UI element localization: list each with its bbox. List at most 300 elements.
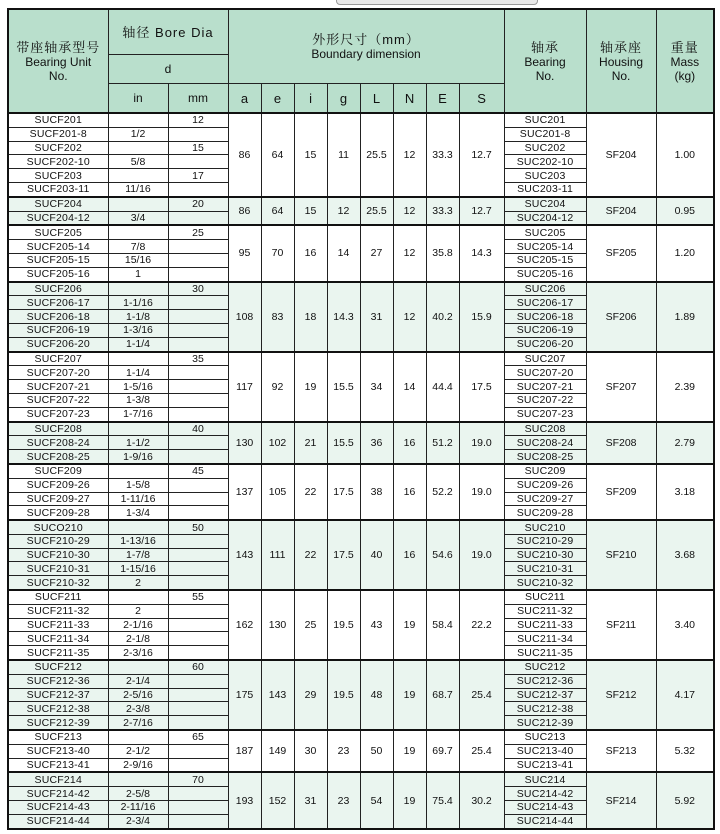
housing-no-cell: SF212 [586,660,656,730]
bore-dia-in-cell: 2-3/8 [108,702,168,716]
bore-dia-mm-cell: 15 [168,141,228,155]
bearing-no-cell: SUC211-32 [504,604,586,618]
bore-dia-mm-cell: 60 [168,660,228,674]
dim-S-cell: 19.0 [459,422,504,464]
bore-dia-mm-cell [168,380,228,394]
dim-a-cell: 86 [228,113,261,197]
bore-dia-mm-cell [168,548,228,562]
bore-dia-mm-cell [168,267,228,281]
header-dim-i: i [294,84,327,114]
bearing-unit-no-cell: SUCF208 [8,422,108,436]
bearing-no-cell: SUC212-38 [504,702,586,716]
bearing-unit-no-cell: SUCF214 [8,772,108,786]
bearing-unit-no-cell: SUCF213-40 [8,744,108,758]
bore-dia-in-cell [108,225,168,239]
bearing-no-cell: SUC206-18 [504,310,586,324]
bore-dia-in-cell: 2-1/2 [108,744,168,758]
bearing-unit-no-cell: SUCF207-20 [8,366,108,380]
bore-dia-mm-cell [168,506,228,520]
dim-E-cell: 68.7 [426,660,459,730]
dim-g-cell: 15.5 [327,352,360,422]
bearing-no-cell: SUC204-12 [504,211,586,225]
housing-no-cell: SF207 [586,352,656,422]
bearing-unit-no-cell: SUCF205-15 [8,253,108,267]
bearing-unit-no-cell: SUCF201 [8,113,108,127]
bearing-no-cell: SUC212-37 [504,688,586,702]
header-mass-zh: 重量 [670,39,699,55]
bearing-no-cell: SUC203-11 [504,182,586,196]
bore-dia-mm-cell [168,436,228,450]
dim-i-cell: 16 [294,225,327,281]
bearing-no-cell: SUC211-35 [504,646,586,660]
header-housing-en1: Housing [599,54,644,69]
bearing-no-cell: SUC214-42 [504,787,586,801]
table-row [8,590,714,604]
dim-e-cell: 92 [261,352,294,422]
mass-cell: 0.95 [656,197,714,226]
bore-dia-in-cell: 7/8 [108,240,168,254]
dim-a-cell: 130 [228,422,261,464]
bore-dia-mm-cell [168,632,228,646]
housing-no-cell: SF204 [586,113,656,197]
dim-N-cell: 16 [393,520,426,590]
bearing-unit-no-cell: SUCF212-38 [8,702,108,716]
header-dim-S: S [459,84,504,114]
bearing-no-cell: SUC212-36 [504,674,586,688]
bearing-unit-no-cell: SUCF208-25 [8,450,108,464]
bore-dia-mm-cell: 50 [168,520,228,534]
bore-dia-in-cell: 2 [108,576,168,590]
bore-dia-in-cell [108,169,168,183]
table-row [8,660,714,674]
dim-i-cell: 22 [294,464,327,520]
bore-dia-in-cell: 1-1/4 [108,337,168,351]
dim-e-cell: 149 [261,730,294,772]
dim-e-cell: 70 [261,225,294,281]
bearing-no-cell: SUC202 [504,141,586,155]
dim-N-cell: 12 [393,113,426,197]
header-d: d [108,55,228,84]
bore-dia-mm-cell: 25 [168,225,228,239]
dim-g-cell: 14 [327,225,360,281]
bore-dia-in-cell: 1 [108,267,168,281]
bearing-unit-no-cell: SUCF202-10 [8,155,108,169]
dim-N-cell: 16 [393,464,426,520]
header-dim-e: e [261,84,294,114]
bearing-no-cell: SUC210 [504,520,586,534]
dim-E-cell: 69.7 [426,730,459,772]
bearing-no-cell: SUC207-21 [504,380,586,394]
bore-dia-mm-cell: 35 [168,352,228,366]
dim-E-cell: 44.4 [426,352,459,422]
housing-no-cell: SF204 [586,197,656,226]
bore-dia-mm-cell: 40 [168,422,228,436]
bore-dia-mm-cell [168,310,228,324]
bore-dia-in-cell: 2-5/16 [108,688,168,702]
dim-E-cell: 52.2 [426,464,459,520]
bore-dia-in-cell: 1-11/16 [108,492,168,506]
dim-L-cell: 27 [360,225,393,281]
bore-dia-mm-cell [168,702,228,716]
housing-no-cell: SF209 [586,464,656,520]
table-row [8,352,714,366]
bore-dia-in-cell: 2-9/16 [108,758,168,772]
bore-dia-in-cell [108,352,168,366]
bore-dia-mm-cell [168,211,228,225]
dim-S-cell: 15.9 [459,282,504,352]
dim-e-cell: 130 [261,590,294,660]
bearing-no-cell: SUC209-26 [504,478,586,492]
bearing-unit-no-cell: SUCF206 [8,282,108,296]
dim-a-cell: 175 [228,660,261,730]
bearing-unit-no-cell: SUCF206-18 [8,310,108,324]
bore-dia-mm-cell: 65 [168,730,228,744]
bearing-unit-no-cell: SUCF210-31 [8,562,108,576]
dim-e-cell: 105 [261,464,294,520]
header-bearing-unit-zh: 带座轴承型号 [16,39,101,55]
header-housing-no [586,9,656,113]
bearing-no-cell: SUC201 [504,113,586,127]
dim-g-cell: 15.5 [327,422,360,464]
bore-dia-in-cell [108,660,168,674]
table-row [8,772,714,786]
dim-E-cell: 35.8 [426,225,459,281]
bearing-no-cell: SUC207 [504,352,586,366]
mass-cell: 2.79 [656,422,714,464]
dim-L-cell: 54 [360,772,393,829]
bore-dia-mm-cell [168,253,228,267]
bore-dia-in-cell [108,141,168,155]
bore-dia-in-cell: 2-5/8 [108,787,168,801]
header-bearing-en2: No. [535,68,555,83]
mass-cell: 3.18 [656,464,714,520]
bore-dia-in-cell: 1-7/8 [108,548,168,562]
bearing-no-cell: SUC201-8 [504,127,586,141]
bore-dia-in-cell: 2-3/4 [108,814,168,829]
bore-dia-in-cell: 2-11/16 [108,801,168,815]
dim-e-cell: 64 [261,197,294,226]
dim-E-cell: 58.4 [426,590,459,660]
dim-N-cell: 12 [393,225,426,281]
bore-dia-mm-cell [168,562,228,576]
dim-L-cell: 34 [360,352,393,422]
dim-E-cell: 33.3 [426,197,459,226]
dim-N-cell: 19 [393,730,426,772]
bearing-unit-no-cell: SUCF211-32 [8,604,108,618]
bearing-unit-no-cell: SUCF209-28 [8,506,108,520]
dim-a-cell: 117 [228,352,261,422]
bore-dia-mm-cell [168,450,228,464]
dim-a-cell: 162 [228,590,261,660]
bore-dia-in-cell [108,464,168,478]
table-row [8,282,714,296]
table-row [8,520,714,534]
table-header [8,9,714,113]
dim-i-cell: 18 [294,282,327,352]
dim-g-cell: 14.3 [327,282,360,352]
bore-dia-in-cell [108,113,168,127]
dim-L-cell: 25.5 [360,197,393,226]
bore-dia-mm-cell [168,744,228,758]
bearing-no-cell: SUC214 [504,772,586,786]
bore-dia-in-cell: 1-5/16 [108,380,168,394]
bore-dia-mm-cell [168,534,228,548]
bore-dia-mm-cell: 45 [168,464,228,478]
bore-dia-in-cell: 3/4 [108,211,168,225]
bore-dia-in-cell: 1-15/16 [108,562,168,576]
bore-dia-mm-cell [168,646,228,660]
bore-dia-mm-cell [168,787,228,801]
dim-N-cell: 19 [393,590,426,660]
bore-dia-mm-cell [168,478,228,492]
dim-L-cell: 43 [360,590,393,660]
dim-i-cell: 25 [294,590,327,660]
housing-no-cell: SF205 [586,225,656,281]
bearing-no-cell: SUC206-19 [504,323,586,337]
bearing-unit-no-cell: SUCF205-16 [8,267,108,281]
bearing-unit-no-cell: SUCF210-30 [8,548,108,562]
bearing-unit-no-cell: SUCF207-21 [8,380,108,394]
bore-dia-mm-cell [168,674,228,688]
bore-dia-in-cell: 2-1/8 [108,632,168,646]
mass-cell: 2.39 [656,352,714,422]
table-row [8,197,714,211]
dim-E-cell: 75.4 [426,772,459,829]
bore-dia-in-cell: 1/2 [108,127,168,141]
dim-E-cell: 40.2 [426,282,459,352]
dim-e-cell: 102 [261,422,294,464]
bearing-no-cell: SUC204 [504,197,586,211]
dim-a-cell: 137 [228,464,261,520]
bearing-unit-no-cell: SUCF207-23 [8,407,108,421]
dim-E-cell: 51.2 [426,422,459,464]
bearing-unit-no-cell: SUCF214-43 [8,801,108,815]
bore-dia-in-cell: 1-13/16 [108,534,168,548]
bearing-no-cell: SUC208 [504,422,586,436]
bore-dia-in-cell: 1-5/8 [108,478,168,492]
bore-dia-mm-cell [168,576,228,590]
bearing-unit-no-cell: SUCF213-41 [8,758,108,772]
dim-S-cell: 25.4 [459,730,504,772]
bearing-no-cell: SUC203 [504,169,586,183]
bearing-no-cell: SUC214-44 [504,814,586,829]
bore-dia-mm-cell [168,240,228,254]
bearing-no-cell: SUC214-43 [504,801,586,815]
bearing-unit-no-cell: SUCF209 [8,464,108,478]
bearing-no-cell: SUC205 [504,225,586,239]
header-dim-E: E [426,84,459,114]
bearing-unit-no-cell: SUCO210 [8,520,108,534]
bore-dia-mm-cell: 12 [168,113,228,127]
bearing-no-cell: SUC206-17 [504,296,586,310]
header-bearing-unit-en1: Bearing Unit [25,54,92,69]
bearing-no-cell: SUC213 [504,730,586,744]
bearing-unit-no-cell: SUCF204-12 [8,211,108,225]
bore-dia-mm-cell [168,127,228,141]
header-mass-en1: Mass [670,54,700,69]
housing-no-cell: SF210 [586,520,656,590]
bore-dia-in-cell [108,197,168,211]
table-row [8,225,714,239]
bore-dia-mm-cell [168,182,228,196]
bore-dia-in-cell: 2-7/16 [108,716,168,730]
mass-cell: 3.40 [656,590,714,660]
bore-dia-in-cell: 15/16 [108,253,168,267]
bore-dia-mm-cell [168,492,228,506]
bore-dia-mm-cell [168,407,228,421]
bore-dia-in-cell: 1-3/8 [108,393,168,407]
bearing-no-cell: SUC211-33 [504,618,586,632]
bearing-unit-no-cell: SUCF211-35 [8,646,108,660]
bearing-unit-no-cell: SUCF204 [8,197,108,211]
bearing-unit-no-cell: SUCF212-36 [8,674,108,688]
bearing-no-cell: SUC210-29 [504,534,586,548]
header-bearing-no [504,9,586,113]
bore-dia-in-cell: 1-3/4 [108,506,168,520]
bore-dia-in-cell: 1-9/16 [108,450,168,464]
bearing-no-cell: SUC205-15 [504,253,586,267]
bearing-no-cell: SUC210-30 [504,548,586,562]
housing-no-cell: SF214 [586,772,656,829]
bore-dia-mm-cell [168,296,228,310]
bearing-no-cell: SUC207-23 [504,407,586,421]
bearing-no-cell: SUC205-16 [504,267,586,281]
dim-S-cell: 30.2 [459,772,504,829]
bore-dia-in-cell: 1-1/16 [108,296,168,310]
bearing-unit-no-cell: SUCF209-26 [8,478,108,492]
bore-dia-in-cell [108,520,168,534]
bore-dia-mm-cell [168,366,228,380]
table-row [8,422,714,436]
bore-dia-mm-cell: 20 [168,197,228,211]
bearing-no-cell: SUC211-34 [504,632,586,646]
dim-S-cell: 14.3 [459,225,504,281]
table-body [8,113,714,829]
dim-i-cell: 19 [294,352,327,422]
dim-i-cell: 21 [294,422,327,464]
dim-S-cell: 19.0 [459,464,504,520]
dim-S-cell: 22.2 [459,590,504,660]
bore-dia-mm-cell [168,814,228,829]
dim-a-cell: 143 [228,520,261,590]
dim-L-cell: 31 [360,282,393,352]
bearing-no-cell: SUC202-10 [504,155,586,169]
dim-g-cell: 11 [327,113,360,197]
bore-dia-in-cell [108,730,168,744]
dim-i-cell: 22 [294,520,327,590]
dim-i-cell: 30 [294,730,327,772]
mass-cell: 1.00 [656,113,714,197]
bearing-no-cell: SUC208-24 [504,436,586,450]
bearing-spec-table [7,8,715,830]
bearing-unit-no-cell: SUCF211-34 [8,632,108,646]
dim-E-cell: 54.6 [426,520,459,590]
dim-N-cell: 12 [393,197,426,226]
dim-S-cell: 12.7 [459,113,504,197]
bearing-unit-no-cell: SUCF211 [8,590,108,604]
mass-cell: 5.32 [656,730,714,772]
dim-a-cell: 86 [228,197,261,226]
bearing-unit-no-cell: SUCF214-44 [8,814,108,829]
bore-dia-in-cell: 2-3/16 [108,646,168,660]
bore-dia-in-cell: 1-1/4 [108,366,168,380]
dim-a-cell: 193 [228,772,261,829]
bearing-no-cell: SUC213-40 [504,744,586,758]
dim-i-cell: 31 [294,772,327,829]
bearing-unit-no-cell: SUCF210-29 [8,534,108,548]
dim-i-cell: 15 [294,113,327,197]
table-row [8,464,714,478]
table-row [8,730,714,744]
dim-S-cell: 19.0 [459,520,504,590]
dim-E-cell: 33.3 [426,113,459,197]
bearing-no-cell: SUC206 [504,282,586,296]
header-mass [656,9,714,113]
dim-L-cell: 48 [360,660,393,730]
dim-N-cell: 19 [393,660,426,730]
bore-dia-mm-cell [168,604,228,618]
dim-e-cell: 143 [261,660,294,730]
bearing-no-cell: SUC205-14 [504,240,586,254]
bearing-no-cell: SUC213-41 [504,758,586,772]
dim-g-cell: 19.5 [327,590,360,660]
bearing-unit-no-cell: SUCF207-22 [8,393,108,407]
bearing-unit-no-cell: SUCF203-11 [8,182,108,196]
bearing-no-cell: SUC212 [504,660,586,674]
bore-dia-in-cell: 2-1/4 [108,674,168,688]
housing-no-cell: SF206 [586,282,656,352]
bore-dia-mm-cell [168,323,228,337]
dim-e-cell: 83 [261,282,294,352]
bore-dia-in-cell: 1-7/16 [108,407,168,421]
header-bearing-unit-en2: No. [48,68,68,83]
bore-dia-in-cell: 2 [108,604,168,618]
header-in: in [108,84,168,114]
bearing-unit-no-cell: SUCF205 [8,225,108,239]
header-dim-N: N [393,84,426,114]
bore-dia-in-cell: 1-1/2 [108,436,168,450]
bearing-unit-no-cell: SUCF211-33 [8,618,108,632]
bore-dia-in-cell [108,422,168,436]
header-dim-a: a [228,84,261,114]
bearing-unit-no-cell: SUCF202 [8,141,108,155]
dim-e-cell: 64 [261,113,294,197]
bearing-unit-no-cell: SUCF206-17 [8,296,108,310]
dim-i-cell: 15 [294,197,327,226]
header-boundary-dimension [228,9,504,84]
bore-dia-mm-cell [168,155,228,169]
housing-no-cell: SF213 [586,730,656,772]
dim-g-cell: 17.5 [327,520,360,590]
mass-cell: 5.92 [656,772,714,829]
dim-L-cell: 25.5 [360,113,393,197]
bore-dia-mm-cell: 70 [168,772,228,786]
dim-L-cell: 50 [360,730,393,772]
dim-S-cell: 25.4 [459,660,504,730]
dim-L-cell: 40 [360,520,393,590]
dim-g-cell: 23 [327,772,360,829]
bearing-unit-no-cell: SUCF214-42 [8,787,108,801]
housing-no-cell: SF211 [586,590,656,660]
header-bearing-unit-no [8,9,108,113]
dim-a-cell: 95 [228,225,261,281]
header-dim-g: g [327,84,360,114]
bore-dia-mm-cell [168,618,228,632]
bearing-unit-no-cell: SUCF208-24 [8,436,108,450]
bearing-unit-no-cell: SUCF209-27 [8,492,108,506]
bearing-unit-no-cell: SUCF203 [8,169,108,183]
bore-dia-mm-cell: 55 [168,590,228,604]
